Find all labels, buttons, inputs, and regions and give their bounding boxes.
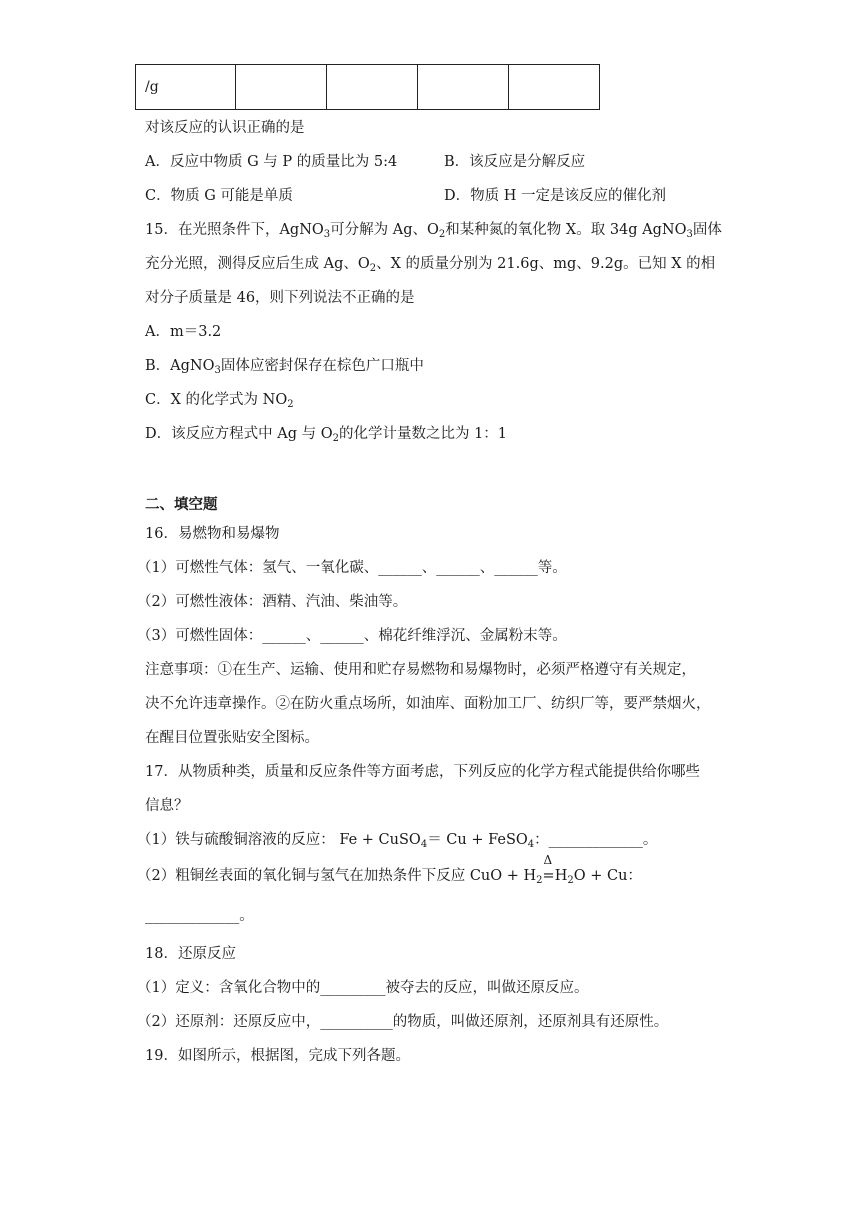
q17-item1 xyxy=(137,830,657,850)
subscript: 2 xyxy=(287,399,294,410)
data-table-fragment xyxy=(135,64,600,110)
q14-option-b: B．该反应是分解反应 xyxy=(444,154,586,170)
text-fragment: ＝ Cu + FeSO xyxy=(427,832,528,848)
text-fragment: （1）铁与硫酸铜溶液的反应： Fe + CuSO xyxy=(137,832,421,848)
table-cell xyxy=(509,65,600,110)
q15-option-b xyxy=(145,356,424,376)
q16-note-line3: 在醒目位置张贴安全图标。 xyxy=(145,730,319,746)
q14-stem: 对该反应的认识正确的是 xyxy=(145,120,305,136)
q15-option-a: A．m＝3.2 xyxy=(145,324,222,340)
section-heading: 二、填空题 xyxy=(145,496,218,513)
table-cell xyxy=(236,65,327,110)
text-fragment: 固体 xyxy=(692,222,722,238)
subscript: 2 xyxy=(438,229,446,240)
q14-option-a: A．反应中物质 G 与 P 的质量比为 5:4 xyxy=(145,154,398,170)
subscript: 4 xyxy=(420,839,428,850)
text-fragment: 固体应密封保存在棕色广口瓶中 xyxy=(220,358,424,374)
q16-item2: （2）可燃性液体：酒精、汽油、柴油等。 xyxy=(137,594,408,610)
q17-stem-line2: 信息？ xyxy=(145,798,189,814)
q17-item2-answer-blank: _____________。 xyxy=(145,908,254,924)
q19-title: 19．如图所示，根据图，完成下列各题。 xyxy=(145,1048,410,1064)
delta-symbol: Δ xyxy=(543,853,553,867)
text-fragment: O + Cu： xyxy=(573,868,642,884)
q15-option-d xyxy=(145,424,507,444)
q15-option-c xyxy=(145,390,294,410)
q17-stem-line1: 17．从物质种类，质量和反应条件等方面考虑，下列反应的化学方程式能提供给你哪些 xyxy=(145,764,700,780)
text-fragment: 、X 的质量分别为 21.6g、mg、9.2g。已知 X 的相 xyxy=(376,256,716,272)
q16-title: 16．易燃物和易爆物 xyxy=(145,526,280,542)
subscript: 2 xyxy=(567,875,574,886)
text-fragment: 和某种氮的氧化物 X。取 34g AgNO xyxy=(445,222,687,238)
q16-item3: （3）可燃性固体：______、______、棉花纤维浮沉、金属粉末等。 xyxy=(137,628,567,644)
table-cell xyxy=(418,65,509,110)
table-cell-unit: /g xyxy=(136,65,236,110)
q18-item2: （2）还原剂：还原反应中，__________的物质，叫做还原剂，还原剂具有还原性。 xyxy=(137,1014,669,1030)
text-fragment: 15．在光照条件下，AgNO xyxy=(145,222,324,238)
q17-item2 xyxy=(137,853,642,886)
table-cell xyxy=(327,65,418,110)
heating-equals-sign xyxy=(542,853,555,886)
q14-option-c: C．物质 G 可能是单质 xyxy=(145,188,293,204)
q14-option-d: D．物质 H 一定是该反应的催化剂 xyxy=(444,188,666,204)
subscript: 3 xyxy=(686,229,693,240)
text-fragment: 可分解为 Ag、O xyxy=(330,222,439,238)
text-fragment: B．AgNO xyxy=(145,358,215,374)
q16-note-line2: 决不允许违章操作。②在防火重点场所，如油库、面粉加工厂、纺织厂等，要严禁烟火， xyxy=(145,696,711,712)
q18-item1: （1）定义：含氧化合物中的_________被夺去的反应，叫做还原反应。 xyxy=(137,980,589,996)
q16-note-line1: 注意事项：①在生产、运输、使用和贮存易燃物和易爆物时，必须严格遵守有关规定， xyxy=(145,662,696,678)
subscript: 4 xyxy=(527,839,535,850)
subscript: 3 xyxy=(323,229,331,240)
equals-symbol: = xyxy=(542,868,555,884)
q18-title: 18．还原反应 xyxy=(145,946,236,962)
text-fragment: （2）粗铜丝表面的氧化铜与氢气在加热条件下反应 CuO + H xyxy=(137,868,537,884)
text-fragment: H xyxy=(554,868,568,884)
text-fragment: 的化学计量数之比为 1：1 xyxy=(338,426,508,442)
q15-stem-line1 xyxy=(145,220,722,240)
q15-stem-line3: 对分子质量是 46，则下列说法不正确的是 xyxy=(145,290,415,306)
subscript: 2 xyxy=(369,263,377,274)
text-fragment: ：_____________。 xyxy=(534,832,658,848)
q15-stem-line2 xyxy=(145,254,715,274)
q16-item1: （1）可燃性气体：氢气、一氧化碳、______、______、______等。 xyxy=(137,560,567,576)
subscript: 2 xyxy=(332,433,339,444)
subscript: 2 xyxy=(536,875,543,886)
subscript: 3 xyxy=(214,365,221,376)
table-row xyxy=(136,65,600,110)
text-fragment: C．X 的化学式为 NO xyxy=(145,392,288,408)
text-fragment: D．该反应方程式中 Ag 与 O xyxy=(145,426,333,442)
text-fragment: 充分光照，测得反应后生成 Ag、O xyxy=(145,256,370,272)
